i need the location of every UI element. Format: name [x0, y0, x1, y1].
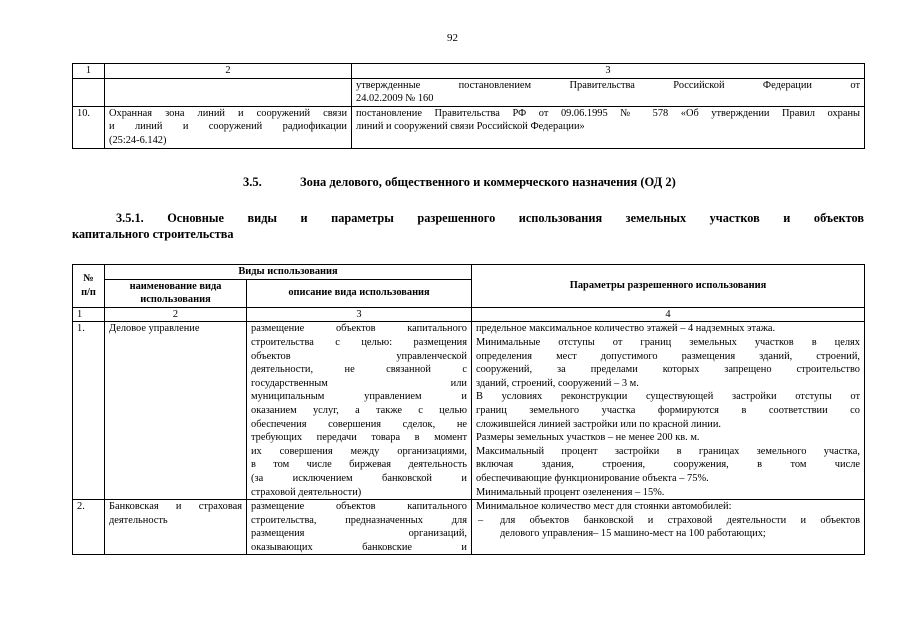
- page-number: 92: [447, 32, 458, 44]
- header-use-description: описание вида использования: [247, 279, 472, 307]
- column-number-row: [73, 307, 865, 322]
- continuation-table: [72, 63, 865, 149]
- row-number: 2.: [73, 500, 105, 555]
- zone-name-cell: Охранная зона линий и сооружений связи и линий и сооружений радиофикации (25:24-6.142): [105, 106, 352, 148]
- land-use-table: [72, 264, 865, 555]
- col-number-4: 4: [472, 307, 865, 322]
- use-name-cell: Банковская и страховая деятельность: [105, 500, 247, 555]
- section-title: Зона делового, общественного и коммерческого назначения (ОД 2): [300, 175, 676, 189]
- header-uses: Виды использования: [105, 265, 472, 280]
- col-number-1: 1: [73, 307, 105, 322]
- subsection-heading: 3.5.1. Основные виды и параметры разрешенного использования земельных участков и объектов капитального строительства: [72, 211, 864, 241]
- regulation-cell: постановление Правительства РФ от 09.06.1995 № 578 «Об утверждении Правил охраны линий и сооружений связи Российской Федерации»: [352, 106, 865, 148]
- table-row: [73, 500, 865, 555]
- continued-regulation-cell: утвержденные постановлением Правительства Российской Федерации от 24.02.2009 № 160: [352, 78, 865, 106]
- table-row: [73, 64, 865, 79]
- header-params: Параметры разрешенного использования: [472, 265, 865, 308]
- parameters-cell: Минимальное количество мест для стоянки автомобилей: – для объектов банковской и страховой деятельности и объектов делового управления– 15 машино-мест на 100 работающих;: [472, 500, 865, 555]
- col-number-2: 2: [105, 64, 352, 79]
- list-item: – для объектов банковской и страховой деятельности и объектов делового управления– 15 машино-мест на 100 работающих;: [478, 514, 860, 540]
- table-row: [73, 106, 865, 148]
- table-header-row: [73, 265, 865, 280]
- table-row: [73, 78, 865, 106]
- col-number-3: 3: [247, 307, 472, 322]
- use-description-cell: размещение объектов капитального строительства с целью: размещения объектов управленческой деятельности, не связанной с государственным или муниципальным управлением и оказанием услуг, а также с целью обеспечения совершения сделок, не требующих передачи товара в момент их совершения между организациями, в том числе биржевая деятельность (за исключением банковской и страховой деятельности): [247, 322, 472, 500]
- row-number: 10.: [73, 106, 105, 148]
- table-row: [73, 322, 865, 500]
- col-number-2: 2: [105, 307, 247, 322]
- row-number: 1.: [73, 322, 105, 500]
- dash-bullet: –: [478, 514, 484, 526]
- col-number-1: 1: [73, 64, 105, 79]
- header-use-name: наименование вида использования: [105, 279, 247, 307]
- parameters-cell: предельное максимальное количество этажей – 4 надземных этажа. Минимальные отступы от границ земельных участков в целях определения мест допустимого размещения зданий, строений, сооружений, за пределами которых запрещено строительство зданий, строений, сооружений – 3 м. В условиях реконструкции существующей застройки отступы от границ земельного участка формируются в соответствии со сложившейся линией застройки или по красной линии. Размеры земельных участков – не менее 200 кв. м. Максимальный процент застройки в границах земельного участка, включая здания, строения, сооружения, в том числе обеспечивающие функционирование объекта – 75%. Минимальный процент озеленения – 15%.: [472, 322, 865, 500]
- col-number-3: 3: [352, 64, 865, 79]
- section-number: 3.5.: [243, 175, 262, 189]
- use-name-cell: Деловое управление: [105, 322, 247, 500]
- use-description-cell: размещение объектов капитального строительства, предназначенных для размещения организаций, оказывающих банковские и: [247, 500, 472, 555]
- header-num: № п/п: [73, 265, 105, 308]
